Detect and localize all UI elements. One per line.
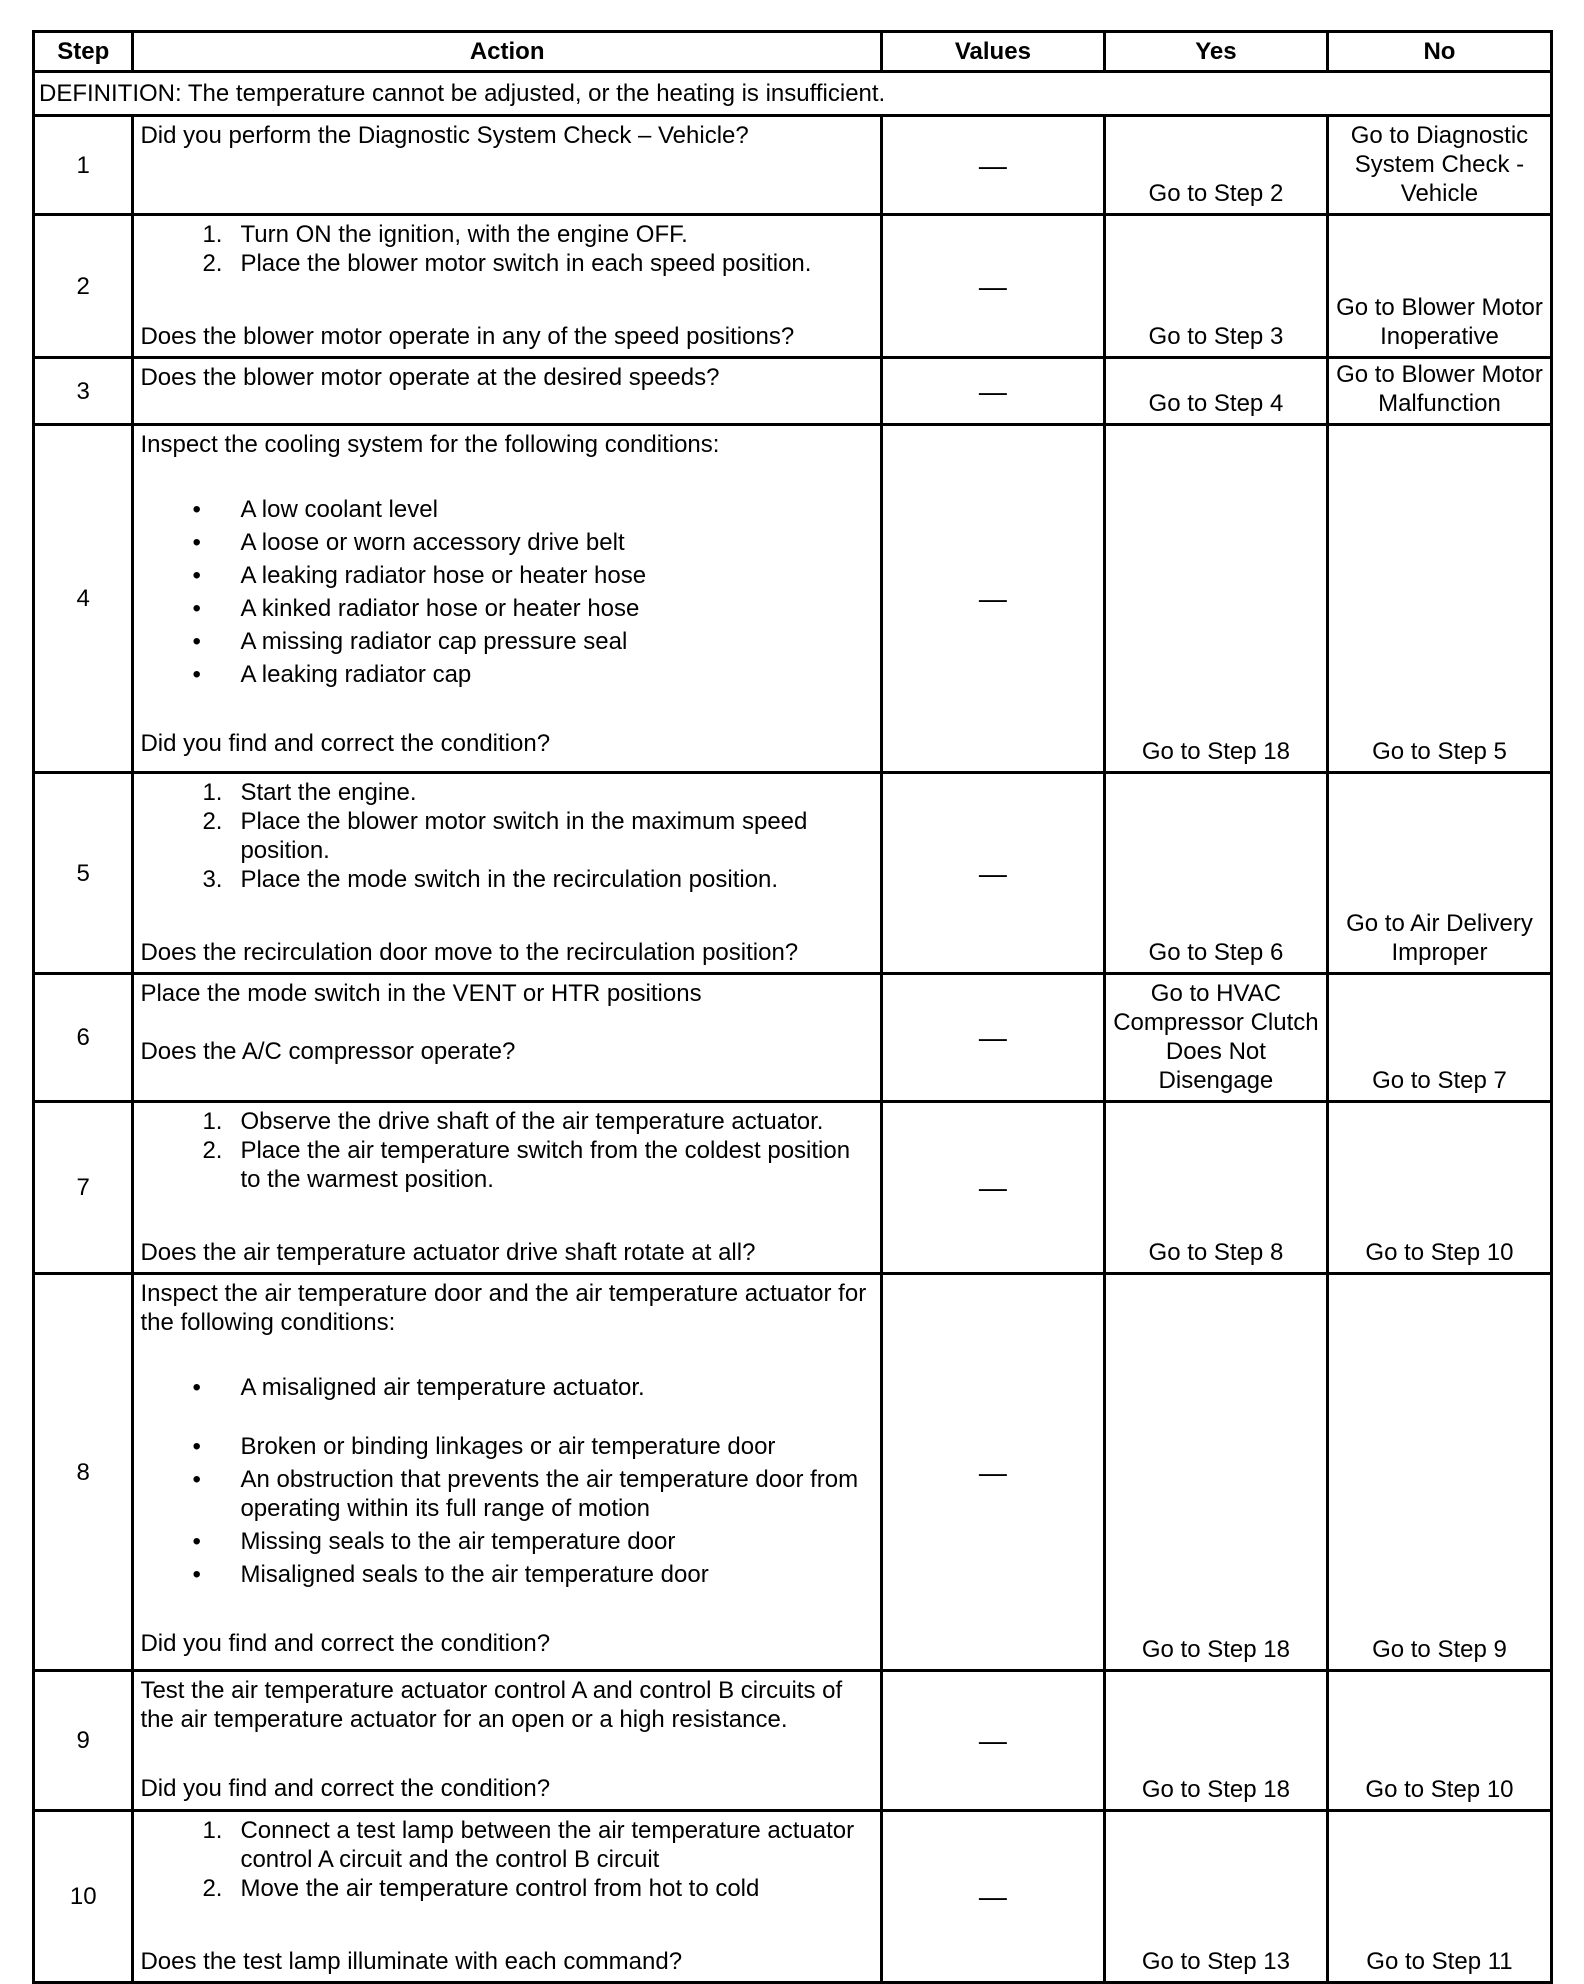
yes-cell: Go to Step 18 — [1104, 1274, 1327, 1671]
instruction-list — [140, 220, 873, 278]
step-number: 10 — [34, 1811, 133, 1983]
value-cell: — — [881, 1671, 1104, 1811]
intro-text: Place the mode switch in the VENT or HTR positions — [140, 980, 702, 1007]
value-cell: — — [881, 974, 1104, 1102]
question-text: Does the A/C compressor operate? — [140, 1038, 516, 1065]
value-cell: — — [881, 116, 1104, 215]
table-row — [34, 773, 1552, 974]
header-step: Step — [34, 32, 133, 72]
question-text: Did you find and correct the condition? — [140, 1775, 551, 1802]
yes-cell: Go to Step 18 — [1104, 1671, 1327, 1811]
condition-list — [140, 1432, 873, 1589]
step-number: 2 — [34, 215, 133, 358]
action-cell — [133, 425, 881, 773]
no-cell: Go to Air Delivery Improper — [1327, 773, 1551, 974]
yes-cell: Go to Step 3 — [1104, 215, 1327, 358]
no-cell: Go to Step 10 — [1327, 1671, 1551, 1811]
instruction-list — [140, 1107, 873, 1194]
list-item: 2. Place the air temperature switch from the coldest position to the warmest position. — [202, 1137, 851, 1193]
list-item: 3. Place the mode switch in the recirculation position. — [202, 866, 779, 893]
header-yes: Yes — [1104, 32, 1327, 72]
yes-cell: Go to Step 18 — [1104, 425, 1327, 773]
list-item: • Broken or binding linkages or air temperature door — [192, 1433, 776, 1460]
definition-text: DEFINITION: The temperature cannot be adjusted, or the heating is insufficient. — [34, 72, 1552, 116]
action-cell — [133, 116, 881, 215]
action-cell — [133, 358, 881, 425]
value-cell: — — [881, 215, 1104, 358]
question-text: Does the air temperature actuator drive shaft rotate at all? — [140, 1239, 756, 1266]
list-item: • A low coolant level — [192, 496, 438, 523]
list-item: 1. Connect a test lamp between the air temperature actuator control A circuit and the control B circuit — [202, 1817, 855, 1873]
yes-cell: Go to Step 2 — [1104, 116, 1327, 215]
table-row — [34, 116, 1552, 215]
list-item: 2. Place the blower motor switch in each speed position. — [202, 250, 812, 277]
question-text: Does the blower motor operate at the desired speeds? — [140, 364, 720, 391]
action-cell — [133, 1671, 881, 1811]
intro-text: Inspect the cooling system for the following conditions: — [140, 431, 720, 458]
condition-list — [140, 1373, 873, 1402]
step-number: 6 — [34, 974, 133, 1102]
step-number: 9 — [34, 1671, 133, 1811]
instruction-list — [140, 778, 873, 894]
action-cell — [133, 974, 881, 1102]
no-cell: Go to Step 10 — [1327, 1102, 1551, 1274]
definition-row — [34, 72, 1552, 116]
no-cell: Go to Step 7 — [1327, 974, 1551, 1102]
list-item: • A leaking radiator cap — [192, 661, 472, 688]
yes-cell: Go to Step 8 — [1104, 1102, 1327, 1274]
question-text: Does the test lamp illuminate with each command? — [140, 1948, 683, 1975]
step-number: 5 — [34, 773, 133, 974]
intro-text: Inspect the air temperature door and the air temperature actuator for the following conditions: — [140, 1280, 867, 1336]
table-row — [34, 425, 1552, 773]
instruction-list — [140, 1816, 873, 1903]
list-item: • A loose or worn accessory drive belt — [192, 529, 625, 556]
yes-cell: Go to Step 6 — [1104, 773, 1327, 974]
value-cell: — — [881, 1102, 1104, 1274]
header-no: No — [1327, 32, 1551, 72]
list-item: 1. Observe the drive shaft of the air temperature actuator. — [202, 1108, 824, 1135]
list-item: • A leaking radiator hose or heater hose — [192, 562, 647, 589]
value-cell: — — [881, 425, 1104, 773]
value-cell: — — [881, 773, 1104, 974]
condition-list — [140, 495, 873, 689]
table-row — [34, 1811, 1552, 1983]
table-row — [34, 1102, 1552, 1274]
no-cell: Go to Step 9 — [1327, 1274, 1551, 1671]
action-cell — [133, 215, 881, 358]
action-cell — [133, 1274, 881, 1671]
value-cell: — — [881, 1811, 1104, 1983]
list-item: 2. Move the air temperature control from hot to cold — [202, 1875, 760, 1902]
list-item: • Missing seals to the air temperature door — [192, 1528, 676, 1555]
question-text: Did you find and correct the condition? — [140, 730, 551, 757]
list-item: 2. Place the blower motor switch in the maximum speed position. — [202, 808, 808, 864]
action-cell — [133, 1102, 881, 1274]
value-cell: — — [881, 1274, 1104, 1671]
no-cell: Go to Blower Motor Inoperative — [1327, 215, 1551, 358]
question-text: Did you perform the Diagnostic System Check – Vehicle? — [140, 122, 749, 149]
no-cell: Go to Diagnostic System Check - Vehicle — [1327, 116, 1551, 215]
step-number: 8 — [34, 1274, 133, 1671]
list-item: • A misaligned air temperature actuator. — [192, 1374, 645, 1401]
step-number: 1 — [34, 116, 133, 215]
question-text: Does the recirculation door move to the recirculation position? — [140, 939, 799, 966]
header-row — [34, 32, 1552, 72]
header-values: Values — [881, 32, 1104, 72]
yes-cell: Go to Step 13 — [1104, 1811, 1327, 1983]
table-row — [34, 215, 1552, 358]
question-text: Did you find and correct the condition? — [140, 1630, 551, 1657]
table-row — [34, 1671, 1552, 1811]
no-cell: Go to Blower Motor Malfunction — [1327, 358, 1551, 425]
table-row — [34, 974, 1552, 1102]
list-item: 1. Turn ON the ignition, with the engine OFF. — [202, 221, 688, 248]
header-action: Action — [133, 32, 881, 72]
list-item: • An obstruction that prevents the air temperature door from operating within its full range of motion — [192, 1466, 859, 1522]
list-item: 1. Start the engine. — [202, 779, 417, 806]
table-row — [34, 358, 1552, 425]
action-cell — [133, 1811, 881, 1983]
diagnostic-table — [32, 30, 1553, 1984]
step-number: 7 — [34, 1102, 133, 1274]
table-row — [34, 1274, 1552, 1671]
value-cell: — — [881, 358, 1104, 425]
list-item: • Misaligned seals to the air temperature door — [192, 1561, 709, 1588]
yes-cell: Go to Step 4 — [1104, 358, 1327, 425]
no-cell: Go to Step 5 — [1327, 425, 1551, 773]
step-number: 3 — [34, 358, 133, 425]
step-number: 4 — [34, 425, 133, 773]
list-item: • A missing radiator cap pressure seal — [192, 628, 628, 655]
yes-cell: Go to HVAC Compressor Clutch Does Not Disengage — [1104, 974, 1327, 1102]
question-text: Does the blower motor operate in any of the speed positions? — [140, 323, 795, 350]
action-cell — [133, 773, 881, 974]
list-item: • A kinked radiator hose or heater hose — [192, 595, 640, 622]
intro-text: Test the air temperature actuator control A and control B circuits of the air temperature actuator for an open or a high resistance. — [140, 1677, 843, 1733]
no-cell: Go to Step 11 — [1327, 1811, 1551, 1983]
